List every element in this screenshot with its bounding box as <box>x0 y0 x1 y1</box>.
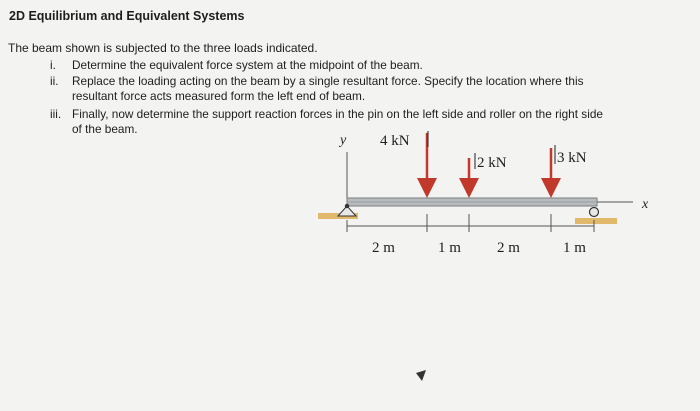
problem-intro: The beam shown is subjected to the three loads indicated. <box>8 41 318 55</box>
roller-support <box>590 208 599 217</box>
task-number: ii. <box>50 74 59 88</box>
task-text-line: Finally, now determine the support reaction forces in the pin on the left side and roller on the right side <box>72 107 603 121</box>
dimension-label-3: 2 m <box>497 240 520 256</box>
load-label-3: 3 kN <box>557 150 587 166</box>
task-number: iii. <box>50 107 62 121</box>
pin-joint <box>345 204 349 208</box>
task-text-line: of the beam. <box>72 122 138 136</box>
x-axis-label: x <box>642 197 649 212</box>
y-axis-label: y <box>340 133 347 148</box>
section-heading: 2D Equilibrium and Equivalent Systems <box>9 9 245 23</box>
dimension-label-2: 1 m <box>438 240 461 256</box>
task-text-line: resultant force acts measured form the left end of beam. <box>72 89 366 103</box>
dimension-label-4: 1 m <box>563 240 586 256</box>
task-text-line: Determine the equivalent force system at the midpoint of the beam. <box>72 58 423 72</box>
load-label-1: 4 kN <box>380 133 410 149</box>
task-number: i. <box>50 58 56 72</box>
roller-ground <box>575 218 617 224</box>
task-text-line: Replace the loading acting on the beam by a single resultant force. Specify the location where this <box>72 74 584 88</box>
dimension-label-1: 2 m <box>372 240 395 256</box>
load-label-2: 2 kN <box>477 155 507 171</box>
cursor-icon <box>416 370 426 381</box>
